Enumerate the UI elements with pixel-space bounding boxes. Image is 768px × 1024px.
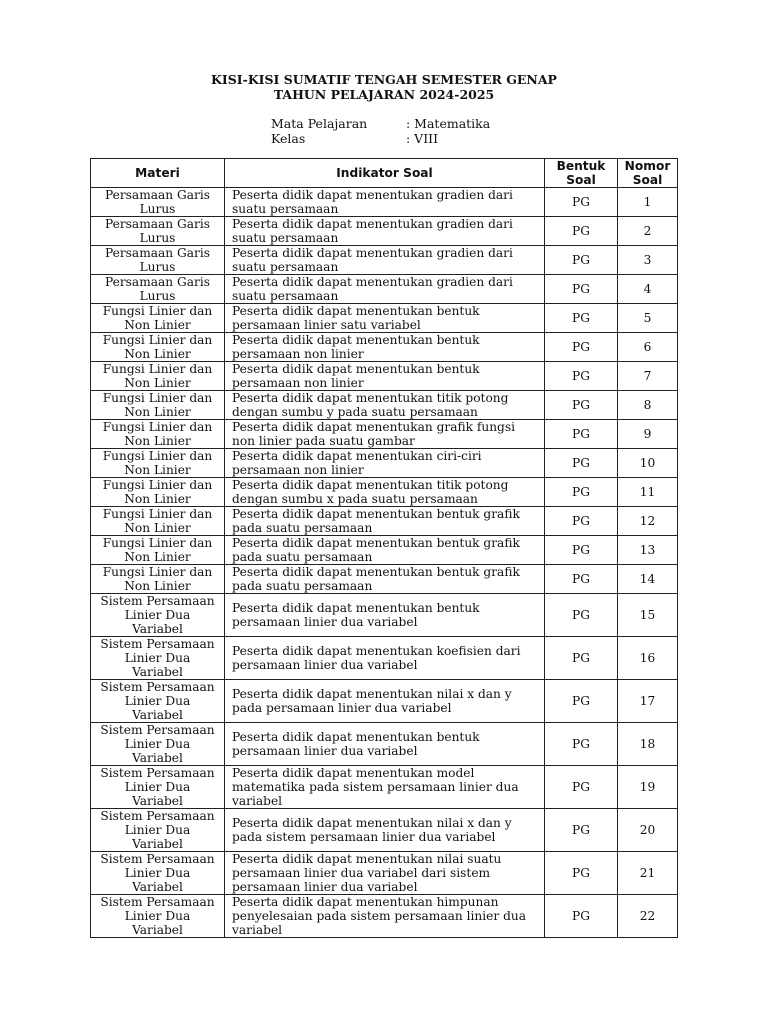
materi-line: Fungsi Linier dan — [102, 536, 213, 550]
header-materi: Materi — [91, 159, 225, 188]
indikator-line: Peserta didik dapat menentukan nilai x dan y — [232, 687, 512, 701]
cell-bentuk-soal: PG — [545, 420, 618, 449]
cell-indikator — [225, 565, 545, 594]
table-row — [91, 594, 678, 637]
table-row — [91, 852, 678, 895]
cell-nomor-soal: 11 — [618, 478, 678, 507]
materi-line: Sistem Persamaan — [100, 594, 215, 608]
materi-line: Persamaan Garis — [104, 217, 210, 231]
materi-line: Variabel — [132, 751, 183, 765]
cell-nomor-soal: 1 — [618, 188, 678, 217]
kisi-kisi-table — [90, 158, 678, 938]
materi-line: Fungsi Linier dan — [102, 420, 213, 434]
table-row — [91, 507, 678, 536]
table-row — [91, 536, 678, 565]
cell-materi — [91, 420, 225, 449]
cell-indikator — [225, 680, 545, 723]
cell-bentuk-soal: PG — [545, 217, 618, 246]
cell-nomor-soal: 14 — [618, 565, 678, 594]
cell-nomor-soal: 21 — [618, 852, 678, 895]
materi-line: Variabel — [132, 622, 183, 636]
document-subtitle: TAHUN PELAJARAN 2024-2025 — [273, 87, 495, 102]
cell-nomor-soal: 5 — [618, 304, 678, 333]
meta-key: Mata Pelajaran — [271, 116, 368, 131]
cell-bentuk-soal: PG — [545, 766, 618, 809]
cell-materi — [91, 275, 225, 304]
cell-materi — [91, 809, 225, 852]
indikator-line: suatu persamaan — [232, 231, 339, 245]
cell-indikator — [225, 304, 545, 333]
table-row — [91, 246, 678, 275]
table-row — [91, 188, 678, 217]
table-row — [91, 680, 678, 723]
materi-line: Sistem Persamaan — [100, 637, 215, 651]
indikator-line: Peserta didik dapat menentukan bentuk — [232, 304, 480, 318]
indikator-line: suatu persamaan — [232, 260, 339, 274]
materi-line: Variabel — [132, 708, 183, 722]
cell-bentuk-soal: PG — [545, 304, 618, 333]
indikator-line: persamaan linier dua variabel — [232, 880, 418, 894]
table-row — [91, 895, 678, 938]
cell-nomor-soal: 17 — [618, 680, 678, 723]
cell-indikator — [225, 449, 545, 478]
header-nomor-soal — [618, 159, 678, 188]
table-body — [91, 188, 678, 938]
cell-materi — [91, 188, 225, 217]
indikator-line: Peserta didik dapat menentukan gradien dari — [232, 275, 513, 289]
cell-materi — [91, 766, 225, 809]
materi-line: Sistem Persamaan — [100, 852, 215, 866]
cell-indikator — [225, 594, 545, 637]
cell-materi — [91, 594, 225, 637]
cell-indikator — [225, 809, 545, 852]
indikator-line: dengan sumbu y pada suatu persamaan — [232, 405, 478, 419]
cell-nomor-soal: 3 — [618, 246, 678, 275]
cell-materi — [91, 304, 225, 333]
cell-materi — [91, 478, 225, 507]
indikator-line: persamaan linier dua variabel — [232, 744, 418, 758]
cell-nomor-soal: 20 — [618, 809, 678, 852]
cell-bentuk-soal: PG — [545, 809, 618, 852]
cell-bentuk-soal: PG — [545, 246, 618, 275]
meta-key: Kelas — [271, 131, 306, 146]
materi-line: Non Linier — [124, 405, 191, 419]
materi-line: Non Linier — [124, 318, 191, 332]
indikator-line: Peserta didik dapat menentukan model — [232, 766, 475, 780]
table-row — [91, 766, 678, 809]
cell-nomor-soal: 6 — [618, 333, 678, 362]
cell-nomor-soal: 13 — [618, 536, 678, 565]
meta-value: : VIII — [406, 131, 439, 146]
materi-line: Linier Dua — [124, 866, 191, 880]
materi-line: Non Linier — [124, 347, 191, 361]
cell-materi — [91, 507, 225, 536]
indikator-line: matematika pada sistem persamaan linier dua — [232, 780, 519, 794]
cell-materi — [91, 391, 225, 420]
materi-line: Persamaan Garis — [104, 246, 210, 260]
materi-line: Lurus — [139, 202, 176, 216]
cell-bentuk-soal: PG — [545, 536, 618, 565]
cell-bentuk-soal: PG — [545, 188, 618, 217]
materi-line: Fungsi Linier dan — [102, 333, 213, 347]
table-row — [91, 217, 678, 246]
indikator-line: persamaan linier dua variabel — [232, 615, 418, 629]
materi-line: Lurus — [139, 289, 176, 303]
materi-line: Linier Dua — [124, 651, 191, 665]
cell-bentuk-soal: PG — [545, 391, 618, 420]
cell-indikator — [225, 275, 545, 304]
cell-indikator — [225, 536, 545, 565]
cell-materi — [91, 565, 225, 594]
materi-line: Non Linier — [124, 521, 191, 535]
indikator-line: variabel — [232, 923, 283, 937]
cell-materi — [91, 637, 225, 680]
table-row — [91, 275, 678, 304]
cell-materi — [91, 680, 225, 723]
table-row — [91, 333, 678, 362]
table-row — [91, 449, 678, 478]
table-row — [91, 362, 678, 391]
materi-line: Fungsi Linier dan — [102, 449, 213, 463]
indikator-line: Peserta didik dapat menentukan nilai suatu — [232, 852, 502, 866]
indikator-line: Peserta didik dapat menentukan titik potong — [232, 391, 509, 405]
indikator-line: persamaan linier dua variabel — [232, 658, 418, 672]
table-row — [91, 420, 678, 449]
materi-line: Linier Dua — [124, 608, 191, 622]
indikator-line: variabel — [232, 794, 283, 808]
cell-nomor-soal: 18 — [618, 723, 678, 766]
cell-materi — [91, 217, 225, 246]
cell-indikator — [225, 188, 545, 217]
materi-line: Non Linier — [124, 579, 191, 593]
indikator-line: Peserta didik dapat menentukan ciri-ciri — [232, 449, 482, 463]
materi-line: Non Linier — [124, 463, 191, 477]
cell-bentuk-soal: PG — [545, 449, 618, 478]
cell-nomor-soal: 12 — [618, 507, 678, 536]
cell-nomor-soal: 10 — [618, 449, 678, 478]
materi-line: Sistem Persamaan — [100, 809, 215, 823]
cell-nomor-soal: 19 — [618, 766, 678, 809]
indikator-line: suatu persamaan — [232, 202, 339, 216]
indikator-line: pada persamaan linier dua variabel — [232, 701, 452, 715]
cell-indikator — [225, 637, 545, 680]
materi-line: Linier Dua — [124, 737, 191, 751]
indikator-line: pada suatu persamaan — [232, 521, 373, 535]
materi-line: Fungsi Linier dan — [102, 304, 213, 318]
meta-value: : Matematika — [406, 116, 491, 131]
cell-bentuk-soal: PG — [545, 680, 618, 723]
materi-line: Variabel — [132, 794, 183, 808]
cell-nomor-soal: 22 — [618, 895, 678, 938]
cell-bentuk-soal: PG — [545, 507, 618, 536]
cell-bentuk-soal: PG — [545, 895, 618, 938]
indikator-line: Peserta didik dapat menentukan nilai x dan y — [232, 816, 512, 830]
indikator-line: dengan sumbu x pada suatu persamaan — [232, 492, 478, 506]
table-row — [91, 478, 678, 507]
cell-materi — [91, 246, 225, 275]
header-bentuk-line2: Soal — [566, 173, 596, 187]
materi-line: Lurus — [139, 260, 176, 274]
cell-bentuk-soal: PG — [545, 594, 618, 637]
indikator-line: suatu persamaan — [232, 289, 339, 303]
cell-bentuk-soal: PG — [545, 333, 618, 362]
indikator-line: Peserta didik dapat menentukan gradien dari — [232, 217, 513, 231]
cell-materi — [91, 536, 225, 565]
materi-line: Lurus — [139, 231, 176, 245]
materi-line: Non Linier — [124, 434, 191, 448]
indikator-line: Peserta didik dapat menentukan gradien dari — [232, 188, 513, 202]
indikator-line: Peserta didik dapat menentukan grafik fungsi — [232, 420, 516, 434]
indikator-line: persamaan non linier — [232, 376, 364, 390]
indikator-line: Peserta didik dapat menentukan gradien dari — [232, 246, 513, 260]
indikator-line: non linier pada suatu gambar — [232, 434, 415, 448]
cell-materi — [91, 333, 225, 362]
materi-line: Linier Dua — [124, 694, 191, 708]
indikator-line: penyelesaian pada sistem persamaan linier dua — [232, 909, 526, 923]
indikator-line: Peserta didik dapat menentukan bentuk grafik — [232, 565, 520, 579]
materi-line: Linier Dua — [124, 823, 191, 837]
cell-indikator — [225, 766, 545, 809]
cell-indikator — [225, 478, 545, 507]
indikator-line: Peserta didik dapat menentukan himpunan — [232, 895, 499, 909]
cell-materi — [91, 852, 225, 895]
cell-indikator — [225, 895, 545, 938]
cell-bentuk-soal: PG — [545, 852, 618, 895]
table-row — [91, 304, 678, 333]
table-header-row — [91, 159, 678, 188]
indikator-line: Peserta didik dapat menentukan bentuk grafik — [232, 507, 520, 521]
cell-indikator — [225, 723, 545, 766]
materi-line: Sistem Persamaan — [100, 723, 215, 737]
cell-indikator — [225, 333, 545, 362]
cell-nomor-soal: 2 — [618, 217, 678, 246]
indikator-line: Peserta didik dapat menentukan bentuk — [232, 601, 480, 615]
materi-line: Fungsi Linier dan — [102, 507, 213, 521]
indikator-line: persamaan non linier — [232, 347, 364, 361]
cell-indikator — [225, 246, 545, 275]
cell-indikator — [225, 391, 545, 420]
indikator-line: Peserta didik dapat menentukan bentuk — [232, 362, 480, 376]
cell-materi — [91, 449, 225, 478]
materi-line: Sistem Persamaan — [100, 680, 215, 694]
materi-line: Fungsi Linier dan — [102, 391, 213, 405]
cell-indikator — [225, 217, 545, 246]
materi-line: Persamaan Garis — [104, 275, 210, 289]
cell-bentuk-soal: PG — [545, 362, 618, 391]
materi-line: Variabel — [132, 880, 183, 894]
indikator-line: Peserta didik dapat menentukan koefisien dari — [232, 644, 521, 658]
indikator-line: pada suatu persamaan — [232, 550, 373, 564]
materi-line: Fungsi Linier dan — [102, 478, 213, 492]
materi-line: Variabel — [132, 923, 183, 937]
document-title: KISI-KISI SUMATIF TENGAH SEMESTER GENAP — [211, 72, 557, 87]
indikator-line: persamaan non linier — [232, 463, 364, 477]
table-row — [91, 391, 678, 420]
cell-indikator — [225, 362, 545, 391]
cell-bentuk-soal: PG — [545, 478, 618, 507]
cell-bentuk-soal: PG — [545, 275, 618, 304]
cell-indikator — [225, 852, 545, 895]
indikator-line: persamaan linier satu variabel — [232, 318, 421, 332]
indikator-line: Peserta didik dapat menentukan bentuk grafik — [232, 536, 520, 550]
table-row — [91, 723, 678, 766]
indikator-line: persamaan linier dua variabel dari sistem — [232, 866, 491, 880]
materi-line: Variabel — [132, 837, 183, 851]
table-row — [91, 637, 678, 680]
cell-materi — [91, 895, 225, 938]
materi-line: Non Linier — [124, 550, 191, 564]
header-nomor-line2: Soal — [632, 173, 663, 187]
materi-line: Linier Dua — [124, 780, 191, 794]
meta-row-kelas — [271, 131, 438, 146]
indikator-line: pada suatu persamaan — [232, 579, 373, 593]
header-indikator: Indikator Soal — [225, 159, 545, 188]
cell-indikator — [225, 420, 545, 449]
cell-nomor-soal: 16 — [618, 637, 678, 680]
materi-line: Non Linier — [124, 376, 191, 390]
materi-line: Sistem Persamaan — [100, 766, 215, 780]
table-row — [91, 565, 678, 594]
materi-line: Sistem Persamaan — [100, 895, 215, 909]
cell-nomor-soal: 7 — [618, 362, 678, 391]
header-nomor-line1: Nomor — [624, 159, 671, 173]
materi-line: Variabel — [132, 665, 183, 679]
cell-indikator — [225, 507, 545, 536]
indikator-line: Peserta didik dapat menentukan titik potong — [232, 478, 509, 492]
cell-nomor-soal: 15 — [618, 594, 678, 637]
indikator-line: Peserta didik dapat menentukan bentuk — [232, 333, 480, 347]
cell-bentuk-soal: PG — [545, 637, 618, 680]
materi-line: Non Linier — [124, 492, 191, 506]
meta-row-mata-pelajaran — [271, 116, 490, 131]
cell-nomor-soal: 8 — [618, 391, 678, 420]
cell-bentuk-soal: PG — [545, 565, 618, 594]
table-row — [91, 809, 678, 852]
cell-nomor-soal: 4 — [618, 275, 678, 304]
header-bentuk-line1: Bentuk — [556, 159, 606, 173]
cell-bentuk-soal: PG — [545, 723, 618, 766]
indikator-line: pada sistem persamaan linier dua variabel — [232, 830, 496, 844]
materi-line: Persamaan Garis — [104, 188, 210, 202]
indikator-line: Peserta didik dapat menentukan bentuk — [232, 730, 480, 744]
cell-materi — [91, 362, 225, 391]
cell-materi — [91, 723, 225, 766]
materi-line: Fungsi Linier dan — [102, 565, 213, 579]
materi-line: Linier Dua — [124, 909, 191, 923]
materi-line: Fungsi Linier dan — [102, 362, 213, 376]
cell-nomor-soal: 9 — [618, 420, 678, 449]
header-bentuk-soal — [545, 159, 618, 188]
